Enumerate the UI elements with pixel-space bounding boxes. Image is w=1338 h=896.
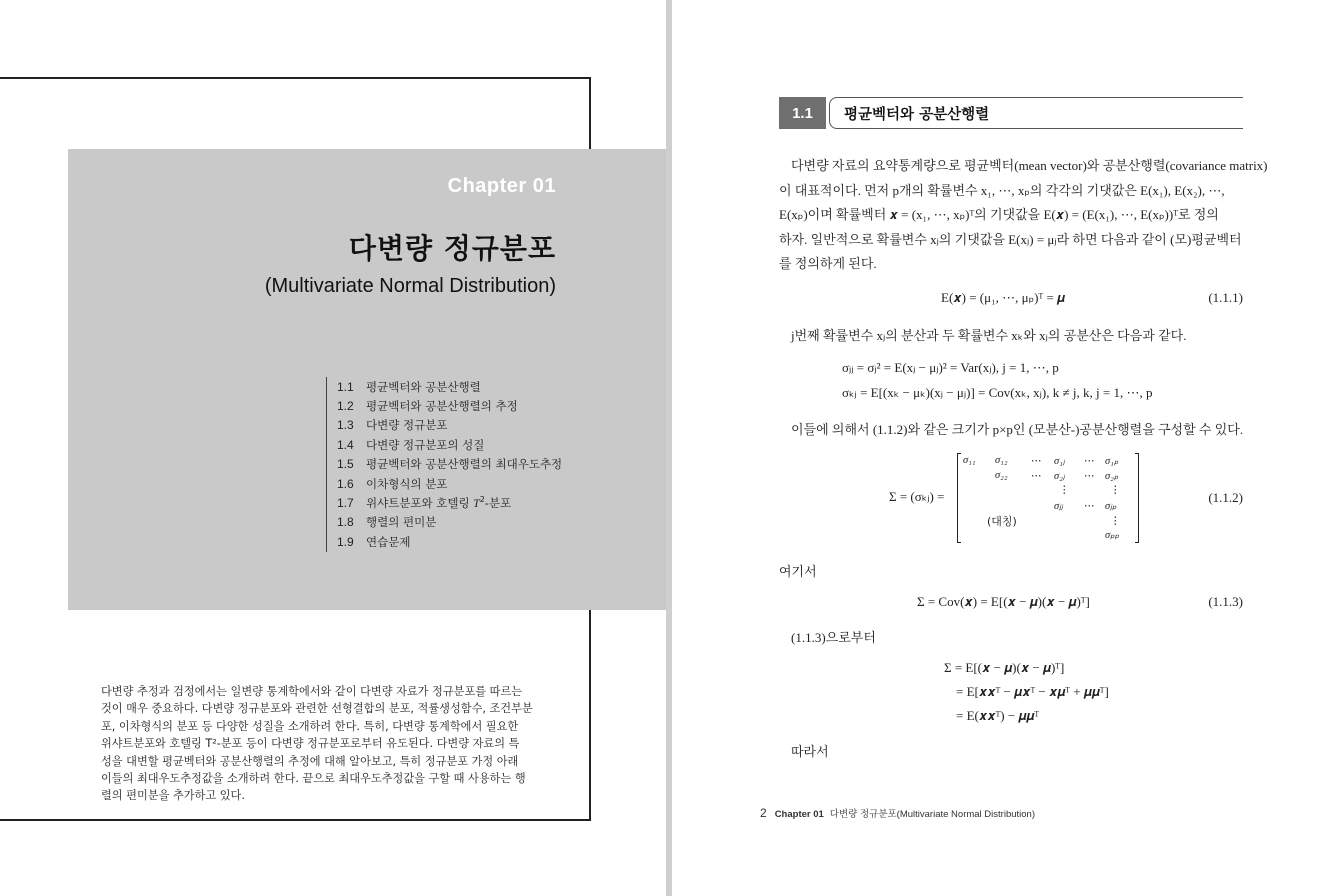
matrix-cell: ⋯ bbox=[1084, 501, 1095, 512]
chapter-label: Chapter 01 bbox=[447, 175, 556, 197]
paragraph-variance-intro: j번째 확률변수 xⱼ의 분산과 두 확률변수 xₖ와 xⱼ의 공분산은 다음과 같다. bbox=[791, 328, 1187, 343]
toc-title: 이차형식의 분포 bbox=[366, 476, 448, 491]
intro-line: 성을 대변할 평균벡터와 공분산행렬의 추정에 대해 알아보고, 특히 정규분포 가정 아래 bbox=[101, 754, 519, 768]
left-page bbox=[0, 0, 666, 896]
text-line: E(xₚ)이며 확률벡터 𝒙 = (x₁, ⋯, xₚ)ᵀ의 기댓값을 E(𝒙) = (E(x₁), ⋯, E(xₚ))ᵀ로 정의 bbox=[779, 207, 1219, 222]
derivation-line: = E[𝒙𝒙ᵀ − 𝝁𝒙ᵀ − 𝒙𝝁ᵀ + 𝝁𝝁ᵀ] bbox=[956, 684, 1109, 699]
matrix-lhs: Σ = (σₖⱼ) = bbox=[889, 489, 945, 504]
table-of-contents bbox=[326, 377, 562, 552]
toc-title: 위샤트분포와 호텔링 $T^2-$분포 bbox=[366, 495, 512, 511]
matrix-cell: ⋯ bbox=[1031, 456, 1042, 467]
chapter-title-panel bbox=[68, 149, 666, 610]
section-number-badge: 1.1 bbox=[779, 97, 826, 129]
derivation-line: Σ = E[(𝒙 − 𝝁)(𝒙 − 𝝁)ᵀ] bbox=[944, 660, 1065, 675]
chapter-subtitle: (Multivariate Normal Distribution) bbox=[264, 275, 556, 297]
right-page bbox=[672, 0, 1338, 896]
matrix-cell: ⋮ bbox=[1110, 516, 1121, 527]
equation-body: Σ = Cov(𝒙) = E[(𝒙 − 𝝁)(𝒙 − 𝝁)ᵀ] bbox=[917, 594, 1090, 609]
frame-line-top bbox=[0, 77, 591, 79]
frame-line-bottom bbox=[0, 819, 591, 821]
derivation-line: = E(𝒙𝒙ᵀ) − 𝝁𝝁ᵀ bbox=[956, 708, 1040, 723]
equation-1-1-3 bbox=[779, 594, 1243, 618]
matrix-cell: σₚₚ bbox=[1105, 530, 1120, 541]
frame-line-right-lower bbox=[589, 610, 591, 820]
toc-item[interactable] bbox=[337, 474, 562, 493]
intro-line: 위샤트분포와 호텔링 T²-분포 등이 다변량 정규분포로부터 유도된다. 다변량 자료의 특 bbox=[101, 737, 520, 751]
page-number: 2 bbox=[760, 806, 767, 820]
equation-number: (1.1.1) bbox=[1208, 290, 1243, 305]
intro-line: 포, 이차형식의 분포 등 다양한 성질을 소개하려 한다. 특히, 다변량 통계학에서 필요한 bbox=[101, 719, 519, 733]
toc-item[interactable] bbox=[337, 416, 562, 435]
toc-item[interactable] bbox=[337, 513, 562, 532]
where-label: 여기서 bbox=[779, 564, 817, 579]
toc-number: 1.8 bbox=[337, 515, 354, 530]
chapter-title: 다변량 정규분포 bbox=[348, 232, 556, 265]
text-line: 하자. 일반적으로 확률변수 xⱼ의 기댓값을 E(xⱼ) = μⱼ라 하면 다음과 같이 (모)평균벡터 bbox=[779, 231, 1242, 247]
toc-title: 평균벡터와 공분산행렬의 최대우도추정 bbox=[366, 457, 563, 472]
matrix-right-bracket bbox=[1135, 453, 1139, 543]
toc-title: 평균벡터와 공분산행렬의 추정 bbox=[366, 399, 518, 414]
covariance-matrix bbox=[957, 453, 1139, 543]
paragraph-covariance-matrix: 이들에 의해서 (1.1.2)와 같은 크기가 p×p인 (모분산-)공분산행렬을 구성할 수 있다. bbox=[791, 422, 1244, 437]
text-line: 다변량 자료의 요약통계량으로 평균벡터(mean vector)와 공분산행렬(covariance matrix) bbox=[791, 158, 1268, 173]
toc-title: 평균벡터와 공분산행렬 bbox=[366, 379, 481, 394]
matrix-cell: ⋯ bbox=[1084, 456, 1095, 467]
toc-number: 1.7 bbox=[337, 496, 354, 511]
intro-line: 다변량 추정과 검정에서는 일변량 통계학에서와 같이 다변량 자료가 정규분포를 따르는 bbox=[101, 685, 523, 698]
matrix-cell: σ₁ⱼ bbox=[1054, 456, 1065, 467]
toc-item[interactable] bbox=[337, 532, 562, 551]
variance-equation: σⱼⱼ = σⱼ² = E(xⱼ − μⱼ)² = Var(xⱼ), j = 1, ⋯, p bbox=[842, 360, 1059, 375]
toc-item[interactable] bbox=[337, 377, 562, 396]
toc-number: 1.6 bbox=[337, 476, 354, 491]
matrix-cell: σⱼⱼ bbox=[1054, 501, 1063, 512]
intro-line: 이들의 최대우도추정값을 소개하려 한다. 끝으로 최대우도추정값을 구할 때 사용하는 행 bbox=[101, 772, 526, 786]
toc-title: 다변량 정규분포의 성질 bbox=[366, 437, 485, 452]
matrix-cell: ⋯ bbox=[1084, 471, 1095, 482]
covariance-equation: σₖⱼ = E[(xₖ − μₖ)(xⱼ − μⱼ)] = Cov(xₖ, xⱼ), k ≠ j, k, j = 1, ⋯, p bbox=[842, 385, 1153, 400]
matrix-cell: ⋯ bbox=[1031, 471, 1042, 482]
matrix-cell: σ₂₂ bbox=[995, 470, 1008, 481]
toc-title: 다변량 정규분포 bbox=[366, 418, 448, 433]
equation-body: E(𝒙) = (μ₁, ⋯, μₚ)ᵀ = 𝝁 bbox=[941, 290, 1065, 305]
matrix-cell: σ₂ⱼ bbox=[1054, 471, 1065, 482]
paragraph-mean-vector bbox=[779, 154, 1268, 277]
toc-title: 행렬의 편미분 bbox=[366, 515, 437, 530]
chapter-intro-paragraph bbox=[101, 683, 559, 805]
text-line: 를 정의하게 된다. bbox=[779, 256, 877, 271]
matrix-cell: σ₁ₚ bbox=[1105, 456, 1119, 467]
matrix-cell: σ₂ₚ bbox=[1105, 471, 1119, 482]
footer-chapter: Chapter 01 bbox=[774, 809, 824, 820]
equation-1-1-1 bbox=[779, 290, 1243, 314]
therefore-label: 따라서 bbox=[791, 744, 829, 759]
matrix-cell: σ₁₁ bbox=[963, 455, 976, 466]
section-heading bbox=[779, 97, 1243, 129]
matrix-symmetric-label: (대칭) bbox=[987, 515, 1017, 528]
toc-item[interactable] bbox=[337, 396, 562, 415]
footer-title: 다변량 정규분포(Multivariate Normal Distribution) bbox=[829, 809, 1035, 820]
matrix-cell: ⋮ bbox=[1059, 485, 1070, 496]
toc-number: 1.4 bbox=[337, 437, 354, 452]
matrix-cell: σⱼₚ bbox=[1105, 501, 1117, 512]
equation-number: (1.1.3) bbox=[1208, 594, 1243, 609]
toc-item[interactable] bbox=[337, 435, 562, 454]
from-equation-label: (1.1.3)으로부터 bbox=[791, 630, 876, 645]
frame-line-right-upper bbox=[589, 77, 591, 149]
toc-item[interactable] bbox=[337, 493, 562, 512]
toc-title: 연습문제 bbox=[366, 534, 411, 549]
toc-item[interactable] bbox=[337, 455, 562, 474]
toc-number: 1.3 bbox=[337, 418, 354, 433]
toc-number: 1.5 bbox=[337, 457, 354, 472]
intro-line: 렬의 편미분을 추가하고 있다. bbox=[101, 789, 245, 803]
equation-number: (1.1.2) bbox=[1208, 490, 1243, 505]
section-title: 평균벡터와 공분산행렬 bbox=[829, 97, 1243, 129]
text-line: 이 대표적이다. 먼저 p개의 확률변수 x₁, ⋯, xₚ의 각각의 기댓값은 E(x₁), E(x₂), ⋯, bbox=[779, 182, 1225, 198]
matrix-cell: σ₁₂ bbox=[995, 455, 1008, 466]
toc-number: 1.1 bbox=[337, 379, 354, 394]
intro-line: 것이 매우 중요하다. 다변량 정규분포와 관련한 선형결합의 분포, 적률생성함수, 조건부분 bbox=[101, 702, 533, 716]
matrix-cell: ⋮ bbox=[1110, 485, 1121, 496]
toc-number: 1.9 bbox=[337, 534, 354, 549]
matrix-left-bracket bbox=[957, 453, 961, 543]
page-footer bbox=[760, 806, 1035, 820]
toc-number: 1.2 bbox=[337, 399, 354, 414]
